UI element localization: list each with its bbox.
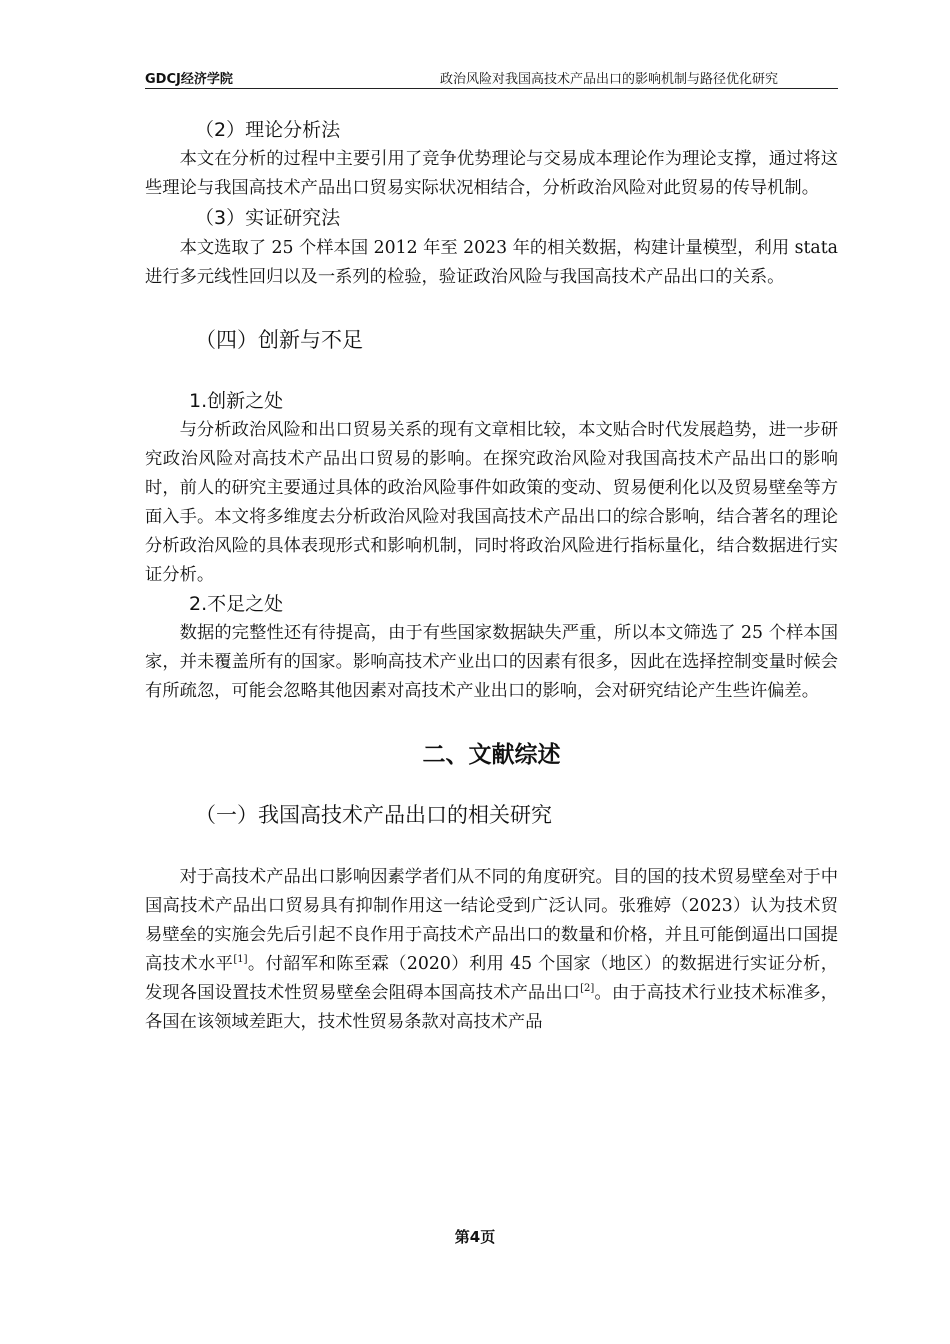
heading-empirical-method: （3）实证研究法 bbox=[195, 207, 341, 229]
literature-text-1: 对于高技术产品出口影响因素学者们从不同的角度研究。目的国的技术贸易壁垒对于中国高技术产品出口贸易具有抑制作用这一结论受到广泛认同。张雅婷（2023）认为技术贸易壁垒的实施会先后引起不良作用于高技术产品出口的数量和价格，并且可能倒逼出口国提高技术水平 bbox=[145, 867, 838, 974]
heading-innovation-section: （四）创新与不足 bbox=[195, 328, 363, 352]
literature-text-2: 。付韶军和陈至霖（2020）利用 45 个国家（地区）的数据进行实证分析，发现各国设置技术性贸易壁垒会阻碍本国高技术产品出口 bbox=[145, 954, 838, 1003]
paragraph-empirical-method: 本文选取了 25 个样本国 2012 年至 2023 年的相关数据，构建计量模型，利用 stata 进行多元线性回归以及一系列的检验，验证政治风险与我国高技术产品出口的关系。 bbox=[145, 238, 838, 287]
chapter-heading-literature: 二、文献综述 bbox=[422, 742, 561, 768]
literature-text-3: 。由于高技术行业技术标准多，各国在该领域差距大，技术性贸易条款对高技术产品 bbox=[145, 983, 838, 1032]
heading-innovation: 1.创新之处 bbox=[189, 390, 284, 412]
header-paper-title: 政治风险对我国高技术产品出口的影响机制与路径优化研究 bbox=[439, 72, 778, 87]
citation-2: [2] bbox=[580, 983, 595, 995]
page-header bbox=[145, 66, 838, 89]
paragraph-shortcoming: 数据的完整性还有待提高，由于有些国家数据缺失严重，所以本文筛选了 25 个样本国家，并未覆盖所有的国家。影响高技术产业出口的因素有很多，因此在选择控制变量时候会有所疏忽，可能会忽略其他因素对高技术产业出口的影响，会对研究结论产生些许偏差。 bbox=[145, 623, 838, 701]
heading-shortcoming: 2.不足之处 bbox=[189, 593, 284, 615]
citation-1: [1] bbox=[233, 954, 248, 966]
heading-theory-method: （2）理论分析法 bbox=[195, 119, 341, 141]
paragraph-literature bbox=[145, 863, 838, 1037]
paragraph-theory-method: 本文在分析的过程中主要引用了竞争优势理论与交易成本理论作为理论支撑，通过将这些理论与我国高技术产品出口贸易实际状况相结合，分析政治风险对此贸易的传导机制。 bbox=[145, 149, 838, 198]
header-institution: GDCJ经济学院 bbox=[145, 72, 233, 87]
heading-literature-sub: （一）我国高技术产品出口的相关研究 bbox=[195, 803, 552, 827]
page-number: 第4页 bbox=[454, 1228, 496, 1246]
page-body bbox=[145, 116, 838, 1037]
paragraph-innovation: 与分析政治风险和出口贸易关系的现有文章相比较，本文贴合时代发展趋势，进一步研究政治风险对高技术产品出口贸易的影响。在探究政治风险对我国高技术产品出口的影响时，前人的研究主要通过具体的政治风险事件如政策的变动、贸易便利化以及贸易壁垒等方面入手。本文将多维度去分析政治风险对我国高技术产品出口的综合影响，结合著名的理论分析政治风险的具体表现形式和影响机制，同时将政治风险进行指标量化，结合数据进行实证分析。 bbox=[145, 420, 838, 585]
